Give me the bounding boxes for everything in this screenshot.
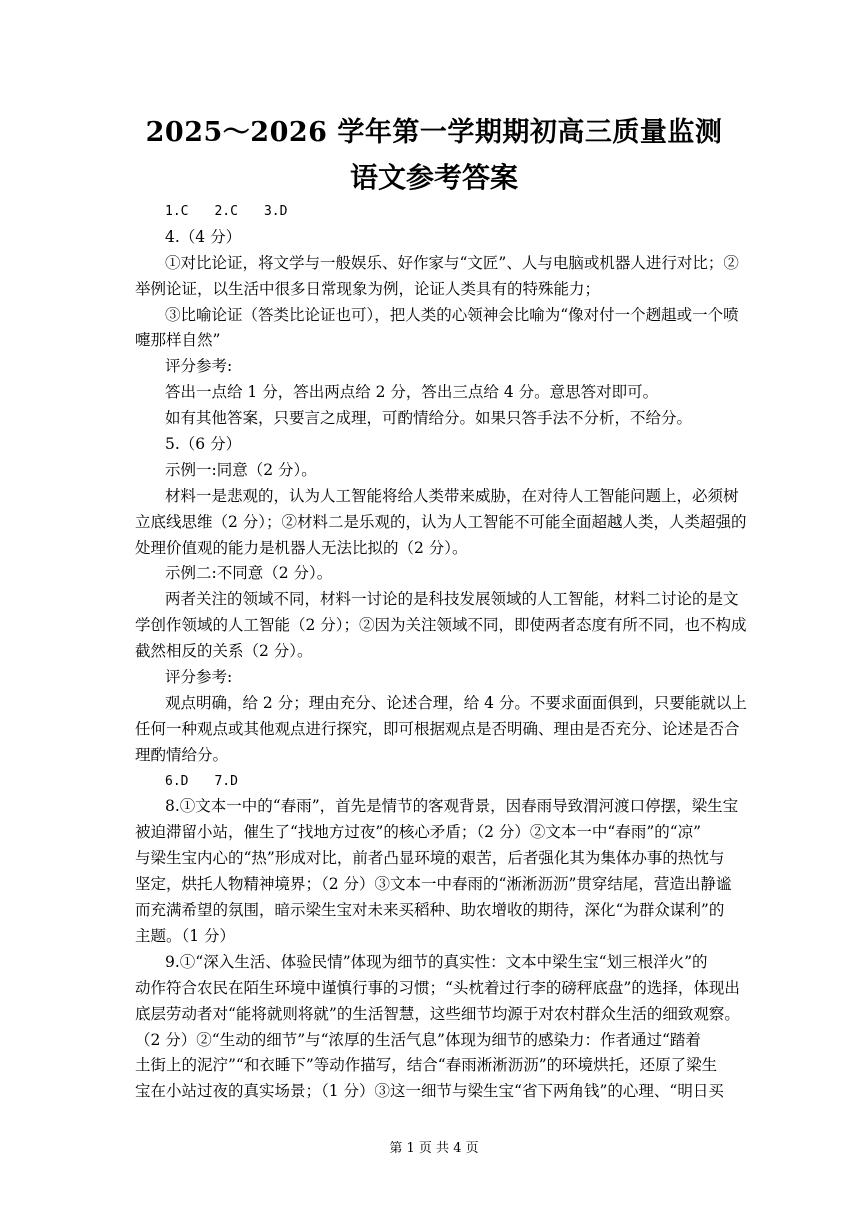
text-line: 举例论证，以生活中很多日常现象为例，论证人类具有的特殊能力； (135, 279, 601, 298)
text-line: 4.（4 分） (165, 227, 242, 246)
text-line: 两者关注的领域不同，材料一讨论的是科技发展领域的人工智能，材料二讨论的是文 (165, 590, 739, 609)
text-line: 示例二:不同意（2 分）。 (165, 564, 333, 583)
text-line: ①对比论证，将文学与一般娱乐、好作家与“文匠”、人与电脑或机器人进行对比；② (165, 253, 739, 272)
answer-body (135, 199, 747, 1105)
text-line: 理酌情给分。 (135, 745, 229, 764)
text-line: ③比喻论证（答类比论证也可），把人类的心领神会比喻为“像对付一个趔趄或一个喷 (165, 305, 739, 324)
document-subtitle: 语文参考答案 (349, 161, 518, 194)
text-line: 而充满希望的氛围，暗示梁生宝对未来买稻种、助农增收的期待，深化“为群众谋利”的 (135, 901, 725, 920)
text-line: 1.C 2.C 3.D (165, 204, 288, 219)
text-line: 坚定，烘托人物精神境界；（2 分）③文本一中春雨的“淅淅沥沥”贯穿结尾，营造出静谧 (135, 875, 732, 894)
text-line: 材料一是悲观的，认为人工智能将给人类带来威胁，在对待人工智能问题上，必须树 (165, 486, 739, 505)
text-line: 主题。（1 分） (135, 926, 236, 945)
text-line: 土街上的泥泞”“和衣睡下”等动作描写，结合“春雨淅淅沥沥”的环境烘托，还原了梁生 (135, 1056, 718, 1075)
text-line: 5.（6 分） (165, 435, 242, 454)
page-footer: 第 1 页 共 4 页 (389, 1141, 479, 1156)
text-line: 立底线思维（2 分）；②材料二是乐观的，认为人工智能不可能全面超越人类，人类超强的 (135, 512, 747, 531)
text-line: 示例一:同意（2 分）。 (165, 460, 317, 479)
text-line: 学创作领域的人工智能（2 分）；②因为关注领域不同，即使两者态度有所不同，也不构成 (135, 616, 747, 635)
text-line: （2 分）②“生动的细节”与“浓厚的生活气息”体现为细节的感染力：作者通过“踏着 (135, 1030, 701, 1049)
text-line: 被迫滞留小站，催生了“找地方过夜”的核心矛盾；（2 分）②文本一中“春雨”的“凉” (135, 823, 702, 842)
text-line: 动作符合农民在陌生环境中谨慎行事的习惯；“头枕着过行李的磅秤底盘”的选择，体现出 (135, 978, 740, 997)
document-title: 2025～2026 学年第一学期期初高三质量监测 (145, 117, 723, 148)
text-line: 观点明确，给 2 分；理由充分、论述合理，给 4 分。不要求面面俱到，只要能就以上 (165, 693, 747, 712)
text-line: 6.D 7.D (165, 773, 238, 789)
text-line: 评分参考: (165, 668, 233, 687)
text-line: 与梁生宝内心的“热”形成对比，前者凸显环境的艰苦，后者强化其为集体办事的热忱与 (135, 849, 725, 868)
text-line: 答出一点给 1 分，答出两点给 2 分，答出三点给 4 分。意思答对即可。 (165, 383, 659, 402)
text-line: 8.①文本一中的“春雨”，首先是情节的客观背景，因春雨导致渭河渡口停摆，梁生宝 (165, 797, 739, 816)
text-line: 任何一种观点或其他观点进行探究，即可根据观点是否明确、理由是否充分、论述是否合 (135, 719, 740, 738)
text-line: 底层劳动者对“能将就则将就”的生活智慧，这些细节均源于对农村群众生活的细致观察。 (135, 1004, 740, 1023)
text-line: 9.①“深入生活、体验民情”体现为细节的真实性：文本中梁生宝“划三根洋火”的 (165, 952, 708, 971)
text-line: 宝在小站过夜的真实场景；（1 分）③这一细节与梁生宝“省下两角钱”的心理、“明日买 (135, 1082, 724, 1101)
text-line: 处理价值观的能力是机器人无法比拟的（2 分）。 (135, 538, 468, 557)
text-line: 评分参考: (165, 357, 233, 376)
text-line: 如有其他答案，只要言之成理，可酌情给分。如果只答手法不分析，不给分。 (165, 409, 693, 428)
text-line: 截然相反的关系（2 分）。 (135, 642, 313, 661)
text-line: 嚏那样自然” (135, 331, 221, 350)
